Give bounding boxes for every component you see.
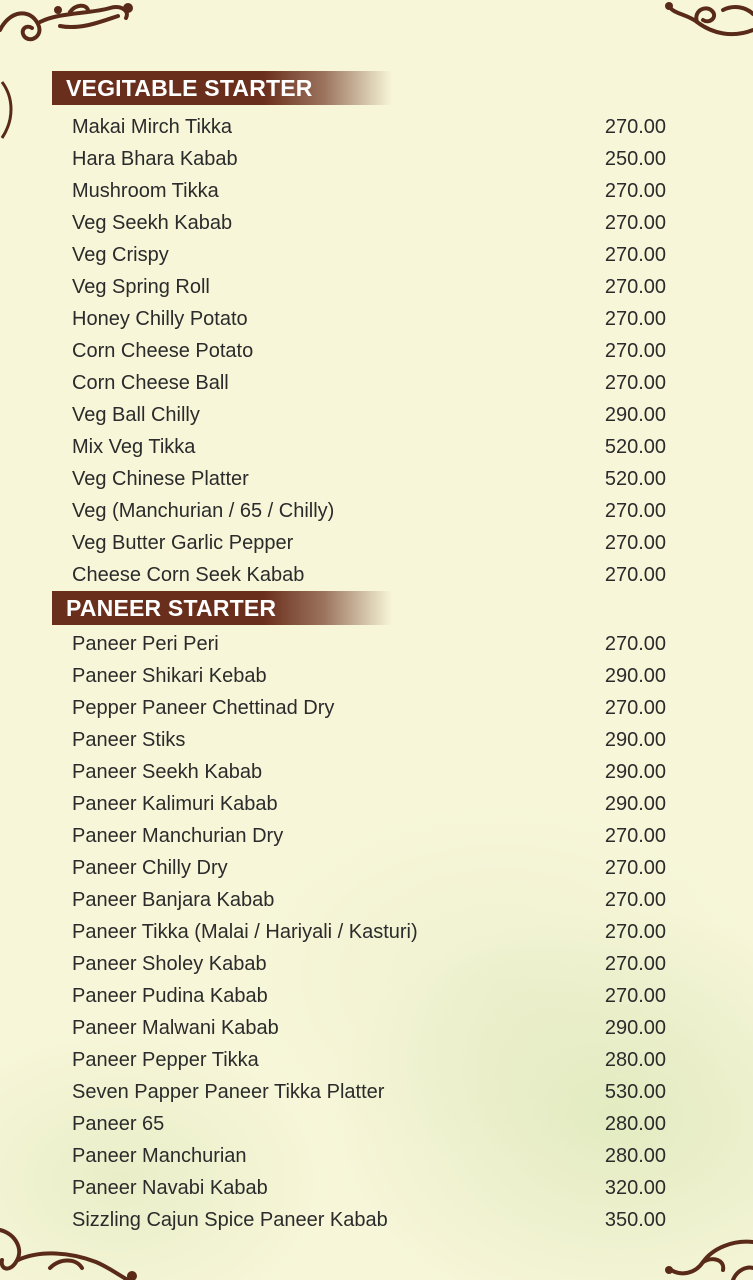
menu-item-name: Paneer Shikari Kebab [72, 665, 267, 687]
menu-item [72, 1044, 672, 1076]
menu-item-price: 290.00 [604, 729, 666, 751]
menu-item-price: 270.00 [604, 953, 666, 975]
menu-item-price: 280.00 [604, 1145, 666, 1167]
menu-item [72, 303, 672, 335]
menu-item-name: Makai Mirch Tikka [72, 116, 233, 138]
menu-item [72, 239, 672, 271]
menu-item-name: Veg Chinese Platter [72, 468, 249, 490]
menu-item-name: Honey Chilly Potato [72, 308, 248, 330]
left-arc-ornament-icon [0, 80, 20, 140]
menu-item [72, 207, 672, 239]
menu-item [72, 111, 672, 143]
menu-item-name: Paneer Seekh Kabab [72, 761, 263, 783]
menu-item [72, 527, 672, 559]
menu-item-name: Veg Butter Garlic Pepper [72, 532, 294, 554]
menu-item [72, 788, 672, 820]
menu-item-name: Paneer Manchurian Dry [72, 825, 284, 847]
menu-item-name: Paneer Manchurian [72, 1145, 247, 1167]
menu-list-paneer-starter [72, 628, 672, 1236]
menu-item-price: 270.00 [604, 244, 666, 266]
menu-item-name: Corn Cheese Ball [72, 372, 229, 394]
menu-item-name: Paneer Peri Peri [72, 633, 219, 655]
menu-item [72, 143, 672, 175]
section-header-paneer-starter: PANEER STARTER [52, 591, 392, 625]
menu-item [72, 431, 672, 463]
menu-item-name: Veg Spring Roll [72, 276, 210, 298]
menu-item-name: Mix Veg Tikka [72, 436, 196, 458]
menu-item [72, 367, 672, 399]
menu-item-price: 290.00 [604, 665, 666, 687]
menu-item-name: Paneer Navabi Kabab [72, 1177, 268, 1199]
menu-item-price: 270.00 [604, 276, 666, 298]
menu-item [72, 660, 672, 692]
menu-item [72, 1204, 672, 1236]
menu-item-price: 250.00 [604, 148, 666, 170]
menu-item-name: Corn Cheese Potato [72, 340, 254, 362]
menu-item-price: 290.00 [604, 404, 666, 426]
menu-item [72, 884, 672, 916]
menu-item [72, 559, 672, 591]
menu-item [72, 820, 672, 852]
menu-item [72, 628, 672, 660]
menu-item-name: Sizzling Cajun Spice Paneer Kabab [72, 1209, 388, 1231]
menu-item-name: Veg (Manchurian / 65 / Chilly) [72, 500, 335, 522]
menu-item-price: 280.00 [604, 1049, 666, 1071]
menu-item-name: Veg Seekh Kabab [72, 212, 233, 234]
menu-item-price: 520.00 [604, 468, 666, 490]
menu-item-name: Paneer Pepper Tikka [72, 1049, 259, 1071]
menu-item-name: Paneer Chilly Dry [72, 857, 228, 879]
menu-item-price: 270.00 [604, 180, 666, 202]
menu-item [72, 271, 672, 303]
menu-item-name: Paneer Kalimuri Kabab [72, 793, 278, 815]
menu-item [72, 463, 672, 495]
menu-item-price: 270.00 [604, 857, 666, 879]
menu-item-price: 270.00 [604, 985, 666, 1007]
menu-item [72, 1076, 672, 1108]
top-left-ornament-icon [0, 0, 150, 60]
menu-item-price: 280.00 [604, 1113, 666, 1135]
menu-item-price: 270.00 [604, 889, 666, 911]
menu-item-name: Cheese Corn Seek Kabab [72, 564, 305, 586]
menu-item [72, 1140, 672, 1172]
menu-item-price: 270.00 [604, 372, 666, 394]
menu-item-name: Mushroom Tikka [72, 180, 219, 202]
menu-item-price: 350.00 [604, 1209, 666, 1231]
menu-item-price: 320.00 [604, 1177, 666, 1199]
menu-item-price: 290.00 [604, 761, 666, 783]
menu-item [72, 399, 672, 431]
menu-item-price: 270.00 [604, 825, 666, 847]
menu-item-name: Paneer Tikka (Malai / Hariyali / Kasturi) [72, 921, 418, 943]
bottom-right-ornament-icon [663, 1236, 753, 1280]
menu-item-price: 270.00 [604, 564, 666, 586]
menu-item-name: Hara Bhara Kabab [72, 148, 238, 170]
menu-item-price: 270.00 [604, 340, 666, 362]
menu-item-name: Paneer Malwani Kabab [72, 1017, 279, 1039]
menu-item-name: Paneer Stiks [72, 729, 186, 751]
menu-item-name: Veg Ball Chilly [72, 404, 200, 426]
menu-list-vegitable-starter [72, 111, 672, 591]
menu-item [72, 756, 672, 788]
menu-item-price: 270.00 [604, 212, 666, 234]
menu-item [72, 916, 672, 948]
menu-item-name: Paneer Sholey Kabab [72, 953, 267, 975]
menu-item [72, 692, 672, 724]
menu-item-price: 270.00 [604, 116, 666, 138]
menu-item-name: Paneer Banjara Kabab [72, 889, 275, 911]
menu-item-price: 270.00 [604, 500, 666, 522]
menu-item [72, 495, 672, 527]
menu-item-name: Paneer Pudina Kabab [72, 985, 268, 1007]
menu-item-price: 270.00 [604, 921, 666, 943]
menu-item [72, 335, 672, 367]
section-header-vegitable-starter: VEGITABLE STARTER [52, 71, 392, 105]
menu-item-name: Seven Papper Paneer Tikka Platter [72, 1081, 385, 1103]
menu-item-price: 270.00 [604, 532, 666, 554]
menu-item [72, 1172, 672, 1204]
menu-item [72, 175, 672, 207]
menu-item-price: 290.00 [604, 1017, 666, 1039]
menu-item [72, 948, 672, 980]
menu-item-price: 530.00 [604, 1081, 666, 1103]
menu-item-price: 270.00 [604, 308, 666, 330]
menu-item [72, 1108, 672, 1140]
menu-item-name: Veg Crispy [72, 244, 169, 266]
menu-item [72, 1012, 672, 1044]
top-right-ornament-icon [663, 0, 753, 50]
menu-item-price: 290.00 [604, 793, 666, 815]
menu-item [72, 724, 672, 756]
menu-item-name: Pepper Paneer Chettinad Dry [72, 697, 335, 719]
menu-item [72, 852, 672, 884]
menu-item [72, 980, 672, 1012]
menu-item-price: 270.00 [604, 697, 666, 719]
menu-item-name: Paneer 65 [72, 1113, 165, 1135]
menu-item-price: 520.00 [604, 436, 666, 458]
menu-item-price: 270.00 [604, 633, 666, 655]
